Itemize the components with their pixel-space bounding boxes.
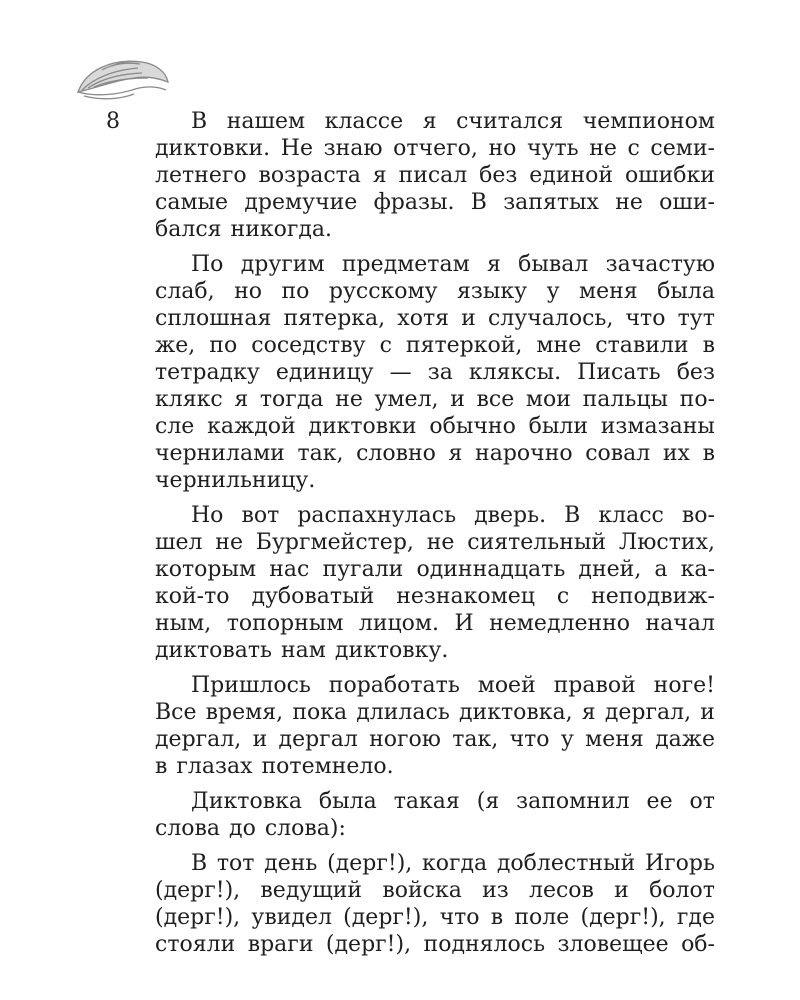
page-number: 8 bbox=[106, 109, 120, 134]
text-line: которым нас пугали одиннадцать дней, а ка- bbox=[155, 557, 715, 582]
text-line: В тот день (дерг!), когда доблестный Игорь bbox=[191, 851, 715, 876]
paragraph bbox=[155, 850, 715, 958]
text-line: В нашем классе я считался чемпионом bbox=[191, 109, 715, 134]
text-line: диктовки. Не знаю отчего, но чуть не с семи- bbox=[155, 136, 715, 161]
text-line: ным, топорным лицом. И немедленно начал bbox=[155, 611, 715, 636]
text-line: слова до слова): bbox=[155, 816, 346, 841]
paragraph bbox=[155, 108, 715, 243]
text-line: диктовать нам диктовку. bbox=[155, 638, 449, 663]
paragraph bbox=[155, 788, 715, 842]
ornament-icon bbox=[72, 52, 172, 104]
text-line: стояли враги (дерг!), поднялось зловещее об- bbox=[155, 932, 715, 957]
text-line: сле каждой диктовки обычно были измазаны bbox=[155, 414, 715, 439]
text-line: чернилами так, словно я нарочно совал их в bbox=[155, 441, 715, 466]
text-line: самые дремучие фразы. В запятых не оши- bbox=[155, 190, 715, 215]
text-line: слаб, но по русскому языку у меня была bbox=[155, 279, 715, 304]
text-line: кой-то дубоватый незнакомец с неподвиж- bbox=[155, 584, 715, 609]
text-line: же, по соседству с пятеркой, мне ставили в bbox=[155, 333, 715, 358]
body-text bbox=[155, 108, 715, 966]
text-line: летнего возраста я писал без единой ошибки bbox=[155, 163, 715, 188]
text-line: в глазах потемнело. bbox=[155, 754, 394, 779]
paragraph bbox=[155, 251, 715, 494]
text-line: клякс я тогда не умел, и все мои пальцы по- bbox=[155, 387, 715, 412]
paragraph bbox=[155, 672, 715, 780]
text-line: тетрадку единицу — за кляксы. Писать без bbox=[155, 360, 715, 385]
text-line: чернильницу. bbox=[155, 468, 316, 493]
text-line: Пришлось поработать моей правой ноге! bbox=[191, 673, 715, 698]
text-line: (дерг!), увидел (дерг!), что в поле (дерг!), где bbox=[155, 905, 715, 930]
text-line: сплошная пятерка, хотя и случалось, что тут bbox=[155, 306, 715, 331]
paragraph bbox=[155, 502, 715, 664]
text-line: По другим предметам я бывал зачастую bbox=[191, 252, 715, 277]
text-line: Диктовка была такая (я запомнил ее от bbox=[191, 789, 715, 814]
text-line: Все время, пока длилась диктовка, я дергал, и bbox=[155, 700, 715, 725]
text-line: бался никогда. bbox=[155, 217, 333, 242]
text-line: Но вот распахнулась дверь. В класс во- bbox=[191, 503, 715, 528]
text-line: дергал, и дергал ногою так, что у меня даже bbox=[155, 727, 715, 752]
text-line: (дерг!), ведущий войска из лесов и болот bbox=[155, 878, 715, 903]
text-line: шел не Бургмейстер, не сиятельный Люстих, bbox=[155, 530, 715, 555]
